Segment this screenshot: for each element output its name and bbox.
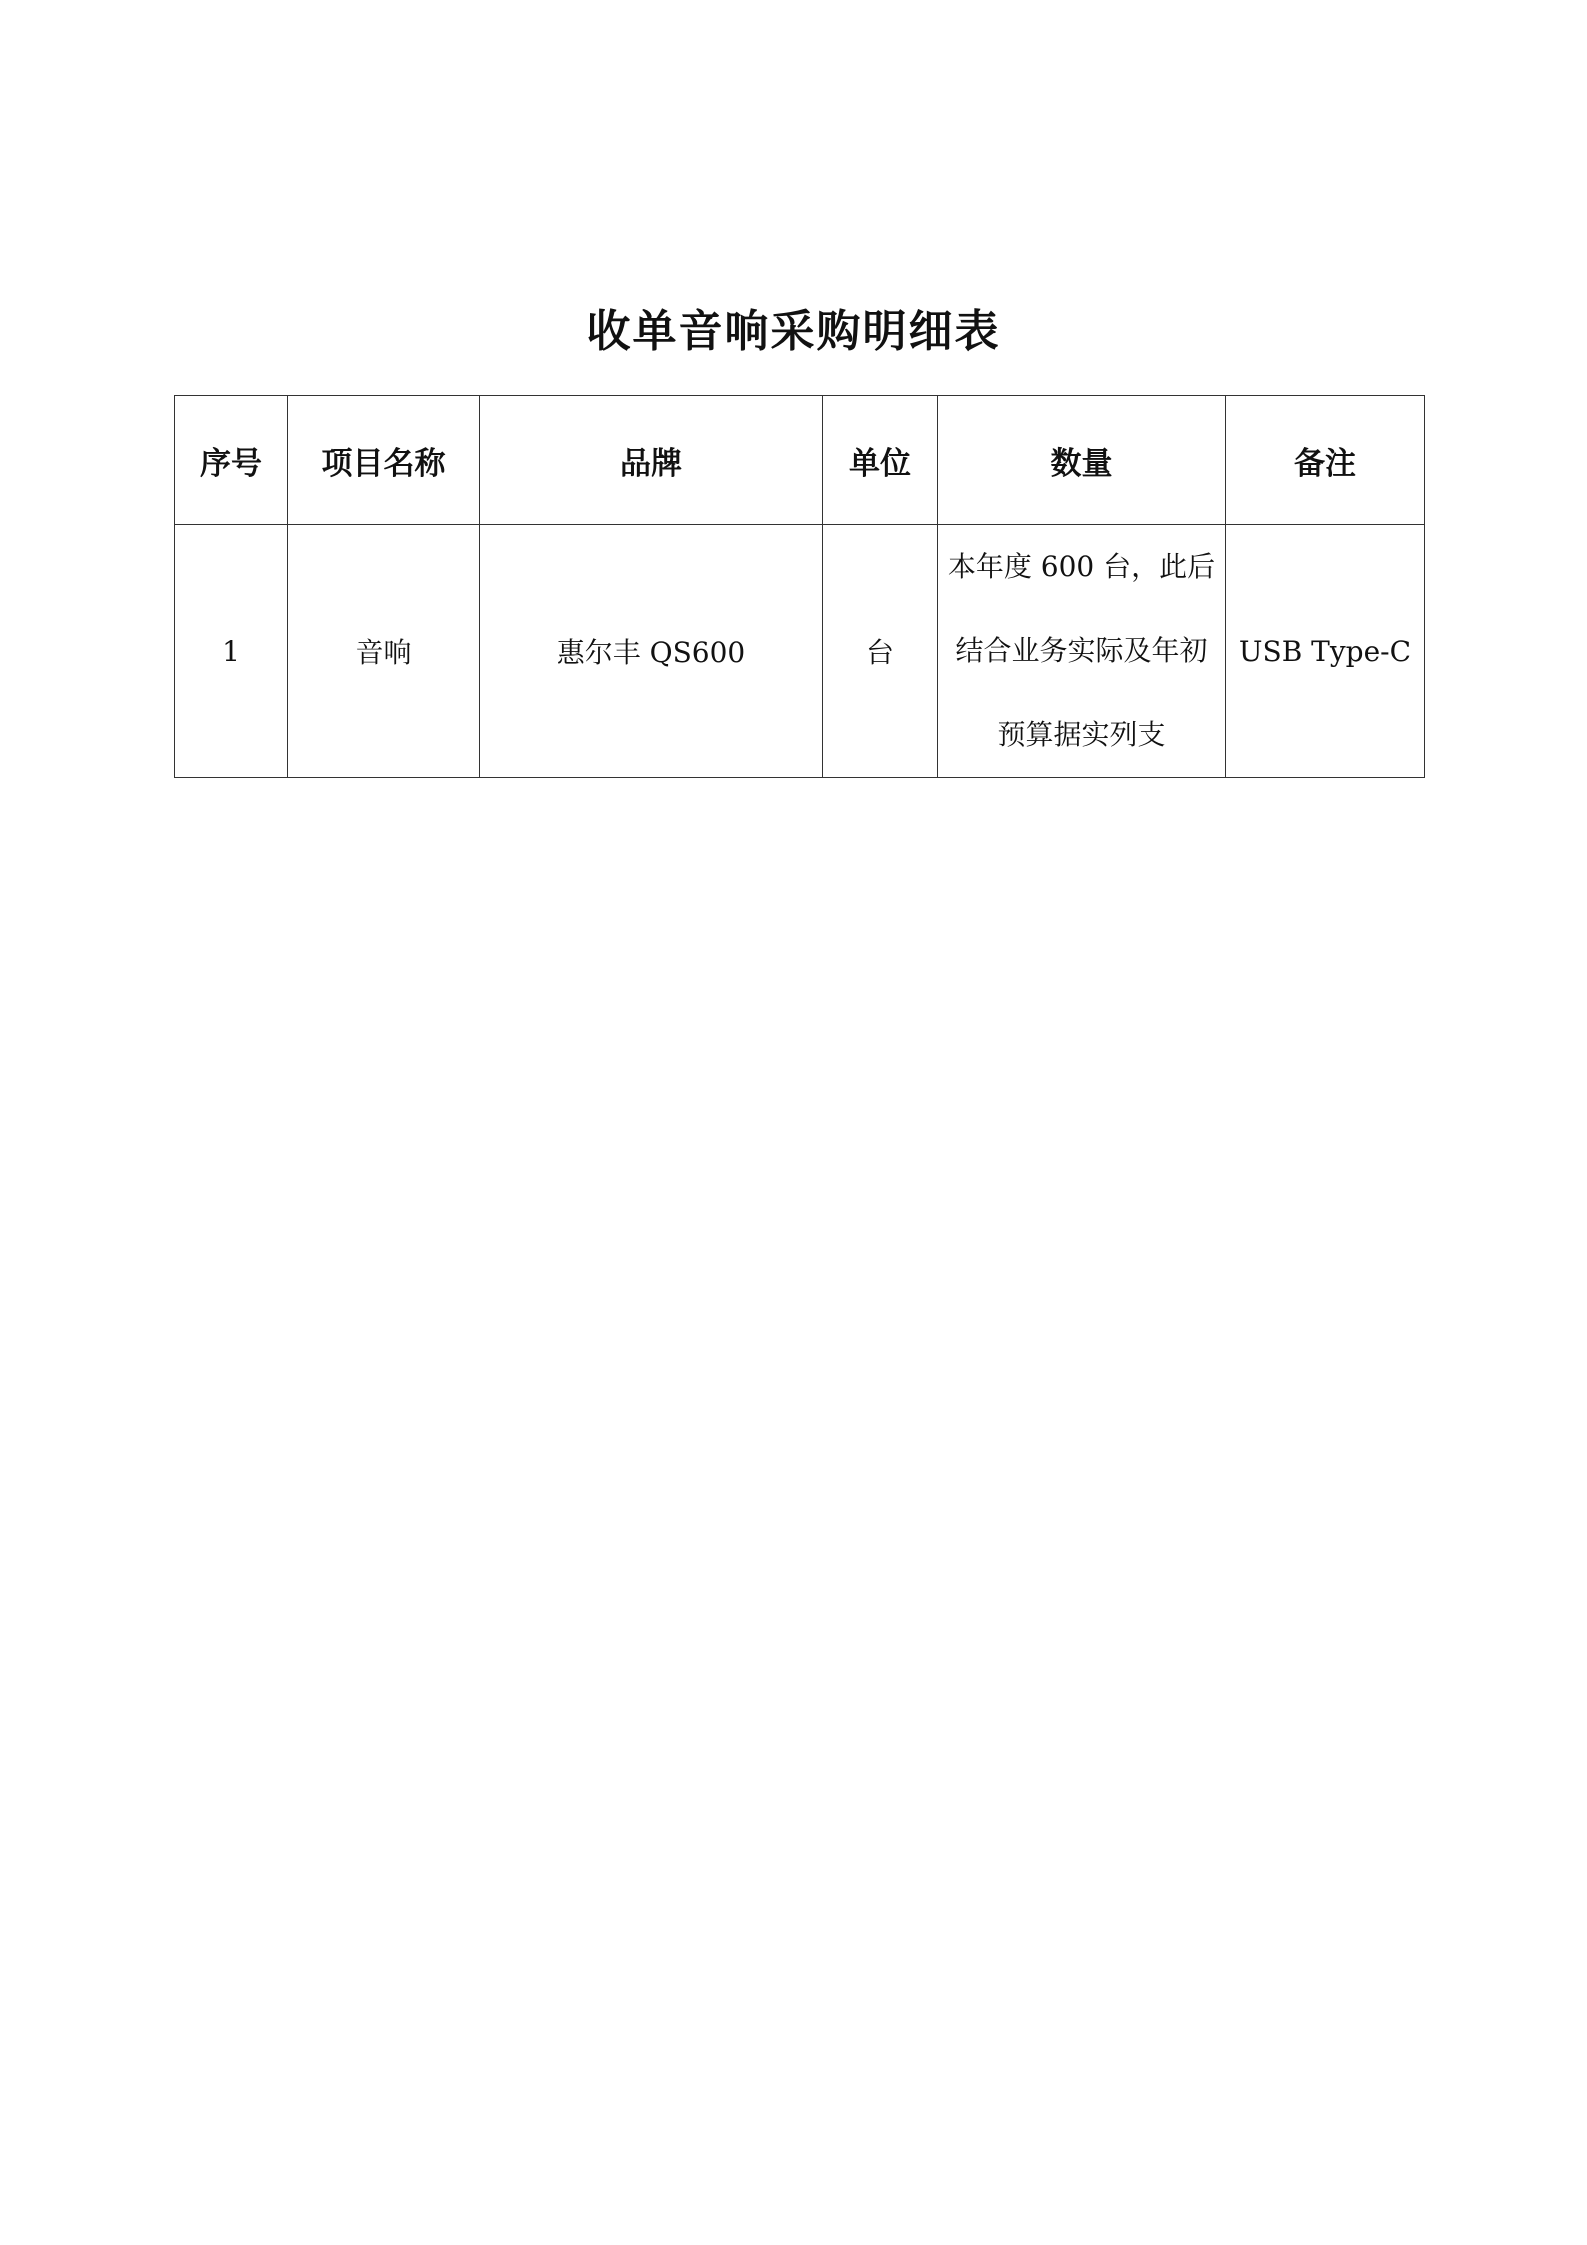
document-title: 收单音响采购明细表 [586,306,1001,357]
header-index: 序号 [175,396,288,525]
table-row [175,525,1425,778]
table-header-row [175,396,1425,525]
cell-brand: 惠尔丰 QS600 [480,525,823,778]
header-brand: 品牌 [480,396,823,525]
header-remark: 备注 [1226,396,1425,525]
cell-unit: 台 [823,525,938,778]
cell-index: 1 [175,525,288,778]
header-unit: 单位 [823,396,938,525]
cell-remark: USB Type-C [1226,525,1425,778]
header-quantity: 数量 [938,396,1226,525]
header-item-name: 项目名称 [288,396,480,525]
cell-item-name: 音响 [288,525,480,778]
cell-quantity: 本年度 600 台，此后结合业务实际及年初预算据实列支 [938,525,1226,778]
procurement-detail-table [174,395,1425,778]
